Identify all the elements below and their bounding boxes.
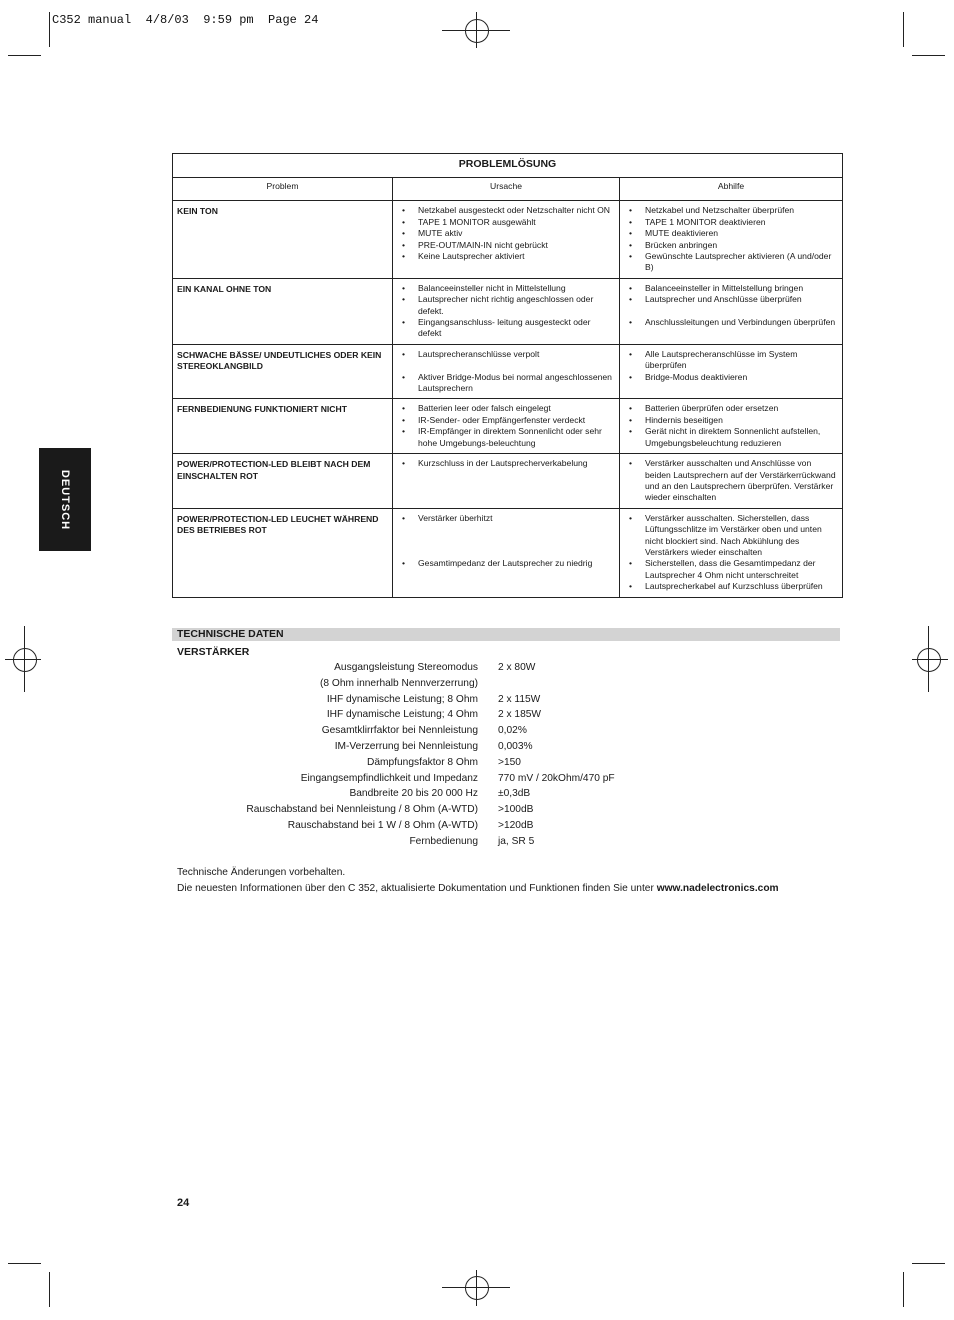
crop-mark xyxy=(49,12,50,47)
spec-row xyxy=(172,756,840,772)
list-item: • Alle Lautsprecheranschlüsse im System überprüfen xyxy=(624,349,838,372)
remedy-cell xyxy=(620,344,843,399)
cause-cell xyxy=(393,278,620,344)
spec-row xyxy=(172,803,840,819)
column-header-cause: Ursache xyxy=(393,178,620,201)
list-item: • Verstärker ausschalten und Anschlüsse von beiden Lautsprechern auf der Verstärkerrückwand und an den Lautsprechern überprüfen. Verstärker wieder einschalten xyxy=(624,458,838,504)
info-note-text: Die neuesten Informationen über den C 352, aktualisierte Dokumentation und Funktionen finden Sie unter xyxy=(177,883,657,894)
spec-row xyxy=(172,787,840,803)
spec-value: >150 xyxy=(498,756,521,768)
list-item: • Kurzschluss in der Lautsprecherverkabelung xyxy=(397,458,615,469)
page-number: 24 xyxy=(177,1197,190,1209)
troubleshooting-table xyxy=(172,153,843,598)
spec-label: Bandbreite 20 bis 20 000 Hz xyxy=(349,788,478,800)
table-row xyxy=(173,201,843,278)
remedy-cell xyxy=(620,201,843,278)
list-item: • Lautsprecherkabel auf Kurzschluss überprüfen xyxy=(624,581,838,592)
crop-mark xyxy=(912,55,945,56)
list-item: • Hindernis beseitigen xyxy=(624,415,838,426)
spec-label: Ausgangsleistung Stereomodus xyxy=(334,662,478,673)
list-item: • Lautsprecher und Anschlüsse überprüfen xyxy=(624,294,838,305)
list-item: • TAPE 1 MONITOR ausgewählt xyxy=(397,217,615,228)
list-item: • Netzkabel ausgesteckt oder Netzschalter nicht ON xyxy=(397,205,615,216)
language-tab xyxy=(39,448,91,551)
spec-label: Rauschabstand bei Nennleistung / 8 Ohm (A-WTD) xyxy=(246,804,478,816)
list-item: • Netzkabel und Netzschalter überprüfen xyxy=(624,205,838,216)
spec-row xyxy=(172,772,840,788)
list-item: • Balanceeinsteller in Mittelstellung bringen xyxy=(624,283,838,294)
list-item: • PRE-OUT/MAIN-IN nicht gebrückt xyxy=(397,240,615,251)
spec-row xyxy=(172,819,840,835)
info-note xyxy=(177,882,779,896)
list-item: • Aktiver Bridge-Modus bei normal angeschlossenen Lautsprechern xyxy=(397,372,615,395)
registration-line xyxy=(912,659,948,660)
spec-label: Gesamtklirrfaktor bei Nennleistung xyxy=(321,725,478,737)
list-item: • Gewünschte Lautsprecher aktivieren (A und/oder B) xyxy=(624,251,838,274)
list-item: • TAPE 1 MONITOR deaktivieren xyxy=(624,217,838,228)
change-notice: Technische Änderungen vorbehalten. xyxy=(177,867,346,878)
list-item: • Lautsprecheranschlüsse verpolt xyxy=(397,349,615,360)
website-link[interactable]: www.nadelectronics.com xyxy=(656,883,779,894)
list-item: • Brücken anbringen xyxy=(624,240,838,251)
list-item: • Sicherstellen, dass die Gesamtimpedanz der Lautsprecher 4 Ohm nicht unterschreitet xyxy=(624,558,838,581)
spec-row xyxy=(172,724,840,740)
list-item: • Eingangsanschluss- leitung ausgesteckt oder defekt xyxy=(397,317,615,340)
table-title: PROBLEMLÖSUNG xyxy=(173,154,843,178)
spec-value: >120dB xyxy=(498,819,534,831)
spec-label: (8 Ohm innerhalb Nennverzerrung) xyxy=(320,677,478,689)
registration-line xyxy=(5,659,41,660)
crop-mark xyxy=(903,1272,904,1307)
spec-value: 770 mV / 20kOhm/470 pF xyxy=(498,772,615,784)
list-item: • IR-Empfänger in direktem Sonnenlicht oder sehr hohe Umgebungs-beleuchtung xyxy=(397,426,615,449)
spec-row xyxy=(172,740,840,756)
spec-value: 2 x 185W xyxy=(498,709,542,721)
problem-cell: EIN KANAL OHNE TON xyxy=(173,278,393,344)
spec-label: IHF dynamische Leistung; 4 Ohm xyxy=(326,709,478,721)
column-header-remedy: Abhilfe xyxy=(620,178,843,201)
list-item: • Keine Lautsprecher aktiviert xyxy=(397,251,615,262)
remedy-cell xyxy=(620,454,843,509)
remedy-cell xyxy=(620,399,843,454)
cause-cell xyxy=(393,399,620,454)
spec-value: ja, SR 5 xyxy=(498,835,535,847)
remedy-cell xyxy=(620,508,843,597)
problem-cell: POWER/PROTECTION-LED LEUCHET WÄHREND DES BETRIEBES ROT xyxy=(173,508,393,597)
spec-value: 0,003% xyxy=(498,740,533,752)
spec-row xyxy=(172,661,840,677)
crop-mark xyxy=(912,1263,945,1264)
list-item: • Gerät nicht in direktem Sonnenlicht aufstellen, Umgebungsbeleuchtung reduzieren xyxy=(624,426,838,449)
problem-cell: KEIN TON xyxy=(173,201,393,278)
list-item: • Gesamtimpedanz der Lautsprecher zu niedrig xyxy=(397,558,615,569)
print-slug: C352 manual 4/8/03 9:59 pm Page 24 xyxy=(52,13,319,27)
list-item: • Verstärker ausschalten. Sicherstellen, dass Lüftungsschlitze im Verstärker oben und unten nicht blockiert sind. Nach Abkühlung des Verstärkers wieder einschalten xyxy=(624,513,838,559)
spec-label: IHF dynamische Leistung; 8 Ohm xyxy=(326,693,478,705)
cause-cell xyxy=(393,201,620,278)
registration-line xyxy=(476,12,477,48)
registration-mark-icon xyxy=(465,19,489,43)
spec-value: >100dB xyxy=(498,804,534,816)
spec-label: Eingangsempfindlichkeit und Impedanz xyxy=(300,772,478,784)
spec-label: Dämpfungsfaktor 8 Ohm xyxy=(367,756,478,768)
crop-mark xyxy=(8,1263,41,1264)
section-heading: TECHNISCHE DATEN xyxy=(172,628,840,641)
spec-row xyxy=(172,693,840,709)
spec-label: IM-Verzerrung bei Nennleistung xyxy=(334,740,478,752)
spec-row xyxy=(172,708,840,724)
language-tab-label: DEUTSCH xyxy=(59,469,71,530)
cause-cell xyxy=(393,508,620,597)
crop-mark xyxy=(8,55,41,56)
crop-mark xyxy=(49,1272,50,1307)
problem-cell: SCHWACHE BÄSSE/ UNDEUTLICHES ODER KEIN STEREOKLANGBILD xyxy=(173,344,393,399)
section-subheading: VERSTÄRKER xyxy=(177,646,250,658)
table-row xyxy=(173,508,843,597)
column-header-problem: Problem xyxy=(173,178,393,201)
problem-cell: POWER/PROTECTION-LED BLEIBT NACH DEM EINSCHALTEN ROT xyxy=(173,454,393,509)
table-row xyxy=(173,454,843,509)
list-item: • MUTE aktiv xyxy=(397,228,615,239)
registration-line xyxy=(476,1270,477,1306)
cause-cell xyxy=(393,454,620,509)
list-item: • Verstärker überhitzt xyxy=(397,513,615,524)
list-item: • IR-Sender- oder Empfängerfenster verdeckt xyxy=(397,415,615,426)
list-item: • Batterien überprüfen oder ersetzen xyxy=(624,403,838,414)
spec-row xyxy=(172,835,840,851)
list-item: • Bridge-Modus deaktivieren xyxy=(624,372,838,383)
registration-mark-icon xyxy=(917,648,941,672)
list-item: • Anschlussleitungen und Verbindungen überprüfen xyxy=(624,317,838,328)
list-item: • Lautsprecher nicht richtig angeschlossen oder defekt. xyxy=(397,294,615,317)
registration-mark-icon xyxy=(465,1276,489,1300)
spec-value: 2 x 115W xyxy=(498,693,541,705)
list-item: • MUTE deaktivieren xyxy=(624,228,838,239)
table-row xyxy=(173,278,843,344)
spec-list xyxy=(172,661,840,851)
spec-value: 2 x 80W xyxy=(498,662,536,673)
table-row xyxy=(173,344,843,399)
spec-value: 0,02% xyxy=(498,725,527,737)
list-item: • Batterien leer oder falsch eingelegt xyxy=(397,403,615,414)
problem-cell: FERNBEDIENUNG FUNKTIONIERT NICHT xyxy=(173,399,393,454)
spec-value: ±0,3dB xyxy=(498,788,531,800)
spec-row xyxy=(172,677,840,693)
spec-label: Rauschabstand bei 1 W / 8 Ohm (A-WTD) xyxy=(287,819,478,831)
table-row xyxy=(173,399,843,454)
remedy-cell xyxy=(620,278,843,344)
spec-label: Fernbedienung xyxy=(409,835,478,847)
list-item: • Balanceeinsteller nicht in Mittelstellung xyxy=(397,283,615,294)
registration-mark-icon xyxy=(13,648,37,672)
crop-mark xyxy=(903,12,904,47)
cause-cell xyxy=(393,344,620,399)
